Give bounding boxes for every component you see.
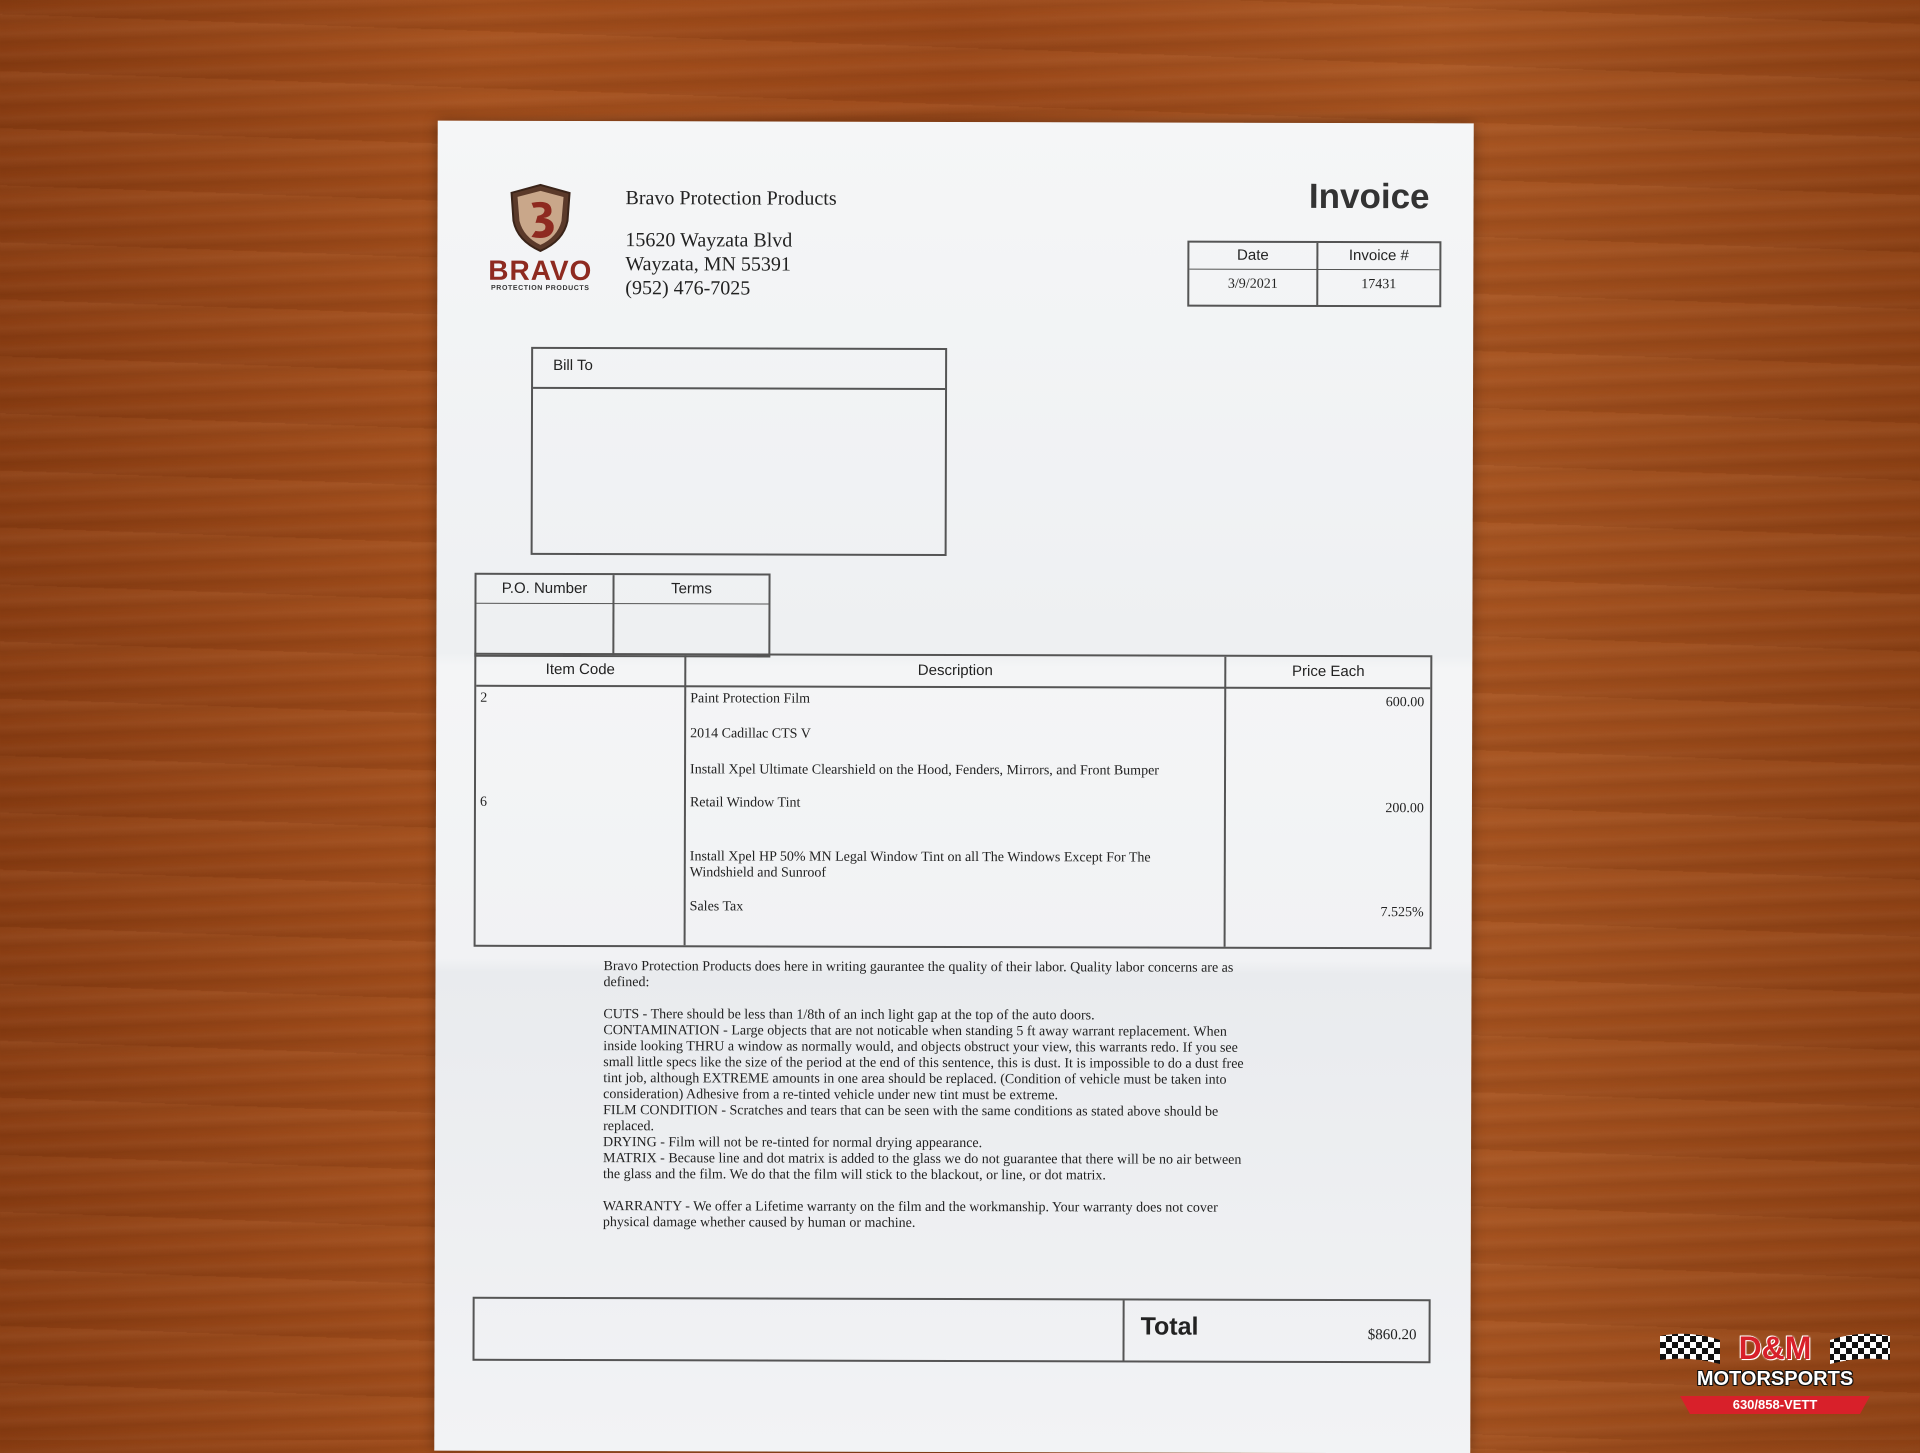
invoice-date: 3/9/2021 <box>1227 276 1278 292</box>
header-price-each: Price Each <box>1292 662 1365 681</box>
date-label: Date <box>1237 246 1269 264</box>
warranty-line: WARRANTY - We offer a Lifetime warranty on the film and the workmanship. Your warranty does not cover <box>602 1199 1218 1216</box>
terms-line: consideration) Adhesive from a re-tinted vehicle under new tint must be extreme. <box>603 1087 1059 1104</box>
invoice-number: 17431 <box>1361 277 1397 293</box>
item-description-cont: Windshield and Sunroof <box>689 865 827 881</box>
column-divider <box>1224 657 1227 947</box>
item-description: Install Xpel HP 50% MN Legal Window Tint on all The Windows Except For The <box>689 849 1151 866</box>
column-divider <box>1122 1300 1124 1360</box>
item-price: 200.00 <box>1385 801 1424 817</box>
dm-motorsports-watermark <box>1660 1330 1890 1416</box>
company-logo <box>477 181 603 291</box>
terms-line: CONTAMINATION - Large objects that are not noticable when standing 5 ft away warrant replacement. When <box>603 1023 1227 1040</box>
company-name: Bravo Protection Products <box>625 187 837 210</box>
item-price: 600.00 <box>1385 695 1425 711</box>
terms-line: the glass and the film. We do that the film will stick to the blackout, or line, or dot matrix. <box>602 1167 1106 1184</box>
invoice-title: Invoice <box>1308 176 1430 217</box>
company-address-line2: Wayzata, MN 55391 <box>625 253 791 276</box>
watermark-phone: 630/858-VETT <box>1732 1397 1818 1412</box>
terms-line: small little specs like the size of the period at the end of this sentence, this is dust. It is impossible to do a dust free <box>603 1055 1244 1072</box>
company-address-line1: 15620 Wayzata Blvd <box>625 229 793 252</box>
terms-line: inside looking THRU a window as normally would, and objects obstruct your view, this warrants redo. If you see <box>603 1039 1238 1056</box>
terms-intro-line: defined: <box>603 975 650 991</box>
date-invoice-box <box>1187 241 1441 308</box>
invoice-document <box>434 121 1473 1453</box>
bill-to-divider <box>533 387 945 390</box>
terms-line: MATRIX - Because line and dot matrix is added to the glass we do not guarantee that there will be no air between <box>603 1151 1242 1168</box>
shield-icon <box>477 181 603 255</box>
terms-line: DRYING - Film will not be re-tinted for normal drying appearance. <box>603 1135 983 1152</box>
item-description: 2014 Cadillac CTS V <box>690 726 811 742</box>
item-code: 2 <box>480 690 488 706</box>
po-number-label: P.O. Number <box>501 579 588 598</box>
terms-line: replaced. <box>603 1119 655 1135</box>
po-terms-box <box>474 573 770 658</box>
header-item-code: Item Code <box>545 660 615 679</box>
header-description: Description <box>917 661 993 680</box>
total-box <box>472 1297 1430 1364</box>
item-description: Retail Window Tint <box>689 795 801 811</box>
total-label: Total <box>1140 1312 1199 1341</box>
items-table <box>474 653 1433 950</box>
watermark-subtitle: MOTORSPORTS <box>1696 1368 1854 1390</box>
watermark-brand: D&M <box>1738 1330 1812 1366</box>
terms-line: FILM CONDITION - Scratches and tears that can be seen with the same conditions as stated above should be <box>603 1103 1219 1120</box>
terms-line: tint job, although EXTREME amounts in one area should be replaced. (Condition of vehicle must be taken into <box>603 1071 1227 1088</box>
item-description: Sales Tax <box>689 899 744 915</box>
bill-to-label: Bill To <box>553 356 593 375</box>
column-divider <box>684 655 687 945</box>
bill-to-box <box>531 347 948 556</box>
item-price: 7.525% <box>1380 905 1424 921</box>
warranty-line: physical damage whether caused by human or machine. <box>602 1215 916 1231</box>
terms-intro-line: Bravo Protection Products does here in writing gaurantee the quality of their labor. Quality labor concerns are as <box>603 959 1234 976</box>
item-description: Install Xpel Ultimate Clearshield on the Hood, Fenders, Mirrors, and Front Bumper <box>690 762 1159 779</box>
po-terms-header-divider <box>476 603 768 605</box>
logo-wordmark: BRAVO <box>488 254 593 287</box>
logo-subtitle: PROTECTION PRODUCTS <box>491 284 590 293</box>
total-value: $860.20 <box>1367 1327 1417 1344</box>
terms-line: CUTS - There should be less than 1/8th of an inch light gap at the top of the auto doors. <box>603 1007 1095 1024</box>
item-description: Paint Protection Film <box>690 691 811 707</box>
item-code: 6 <box>479 794 487 810</box>
invoice-number-label: Invoice # <box>1348 247 1409 265</box>
terms-label: Terms <box>671 580 712 598</box>
company-phone: (952) 476-7025 <box>625 277 751 300</box>
